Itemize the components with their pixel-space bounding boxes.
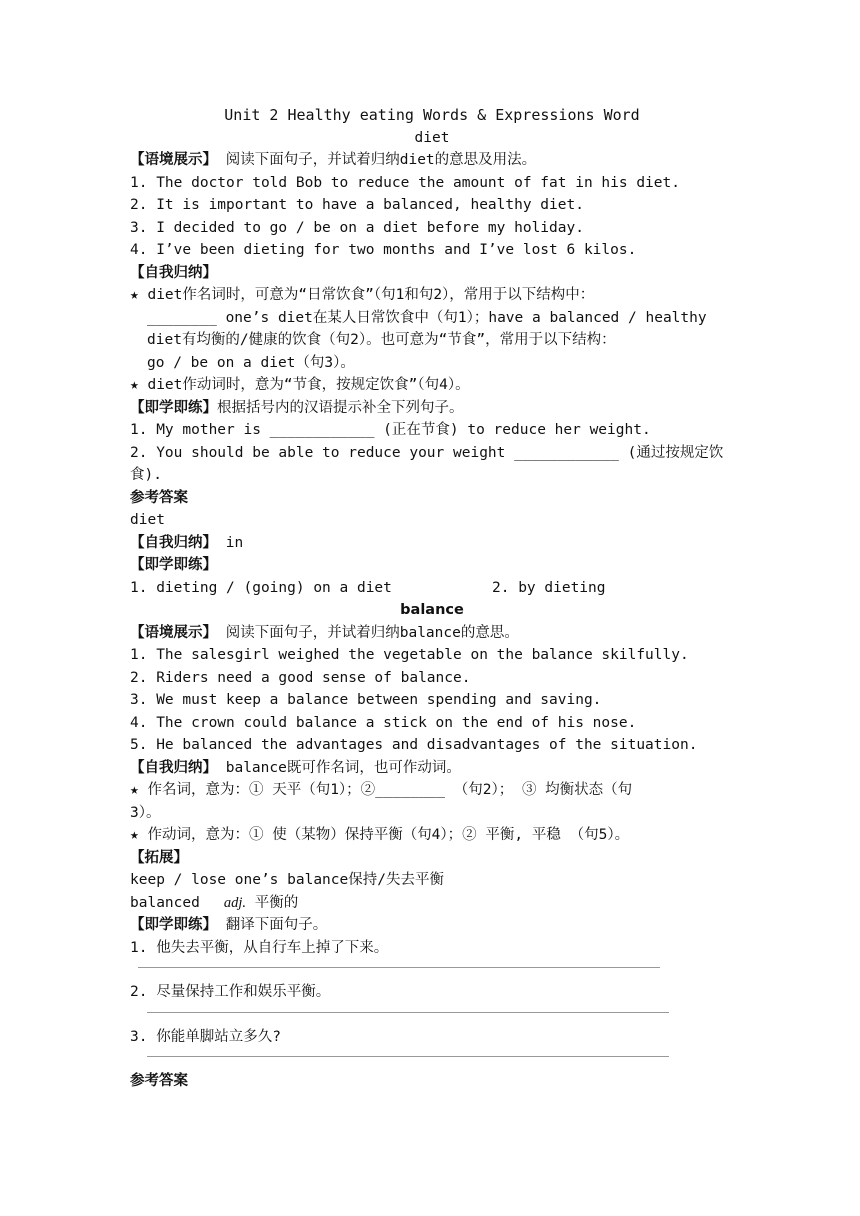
- example-sentence: 1. The salesgirl weighed the vegetable on the balance skilfully.: [130, 647, 689, 663]
- answer-practice-heading: 【即学即练】: [130, 557, 217, 573]
- practice-item: 1. 他失去平衡，从自行车上掉了下来。: [130, 939, 389, 956]
- answer-line: [130, 1004, 734, 1026]
- answer-word: diet: [130, 512, 165, 528]
- context-tag: 【语境展示】: [130, 624, 217, 641]
- word-heading-diet: diet: [414, 129, 450, 146]
- example-sentence: 3. I decided to go / be on a diet before my holiday.: [130, 219, 584, 236]
- answer-summary-tag: 【自我归纳】: [130, 534, 217, 551]
- answer-practice-line: [130, 577, 734, 600]
- example-sentence: 2. Riders need a good sense of balance.: [130, 669, 471, 686]
- summary-line: ★ diet作动词时，意为“节食，按规定饮食”（句4）。: [130, 377, 470, 393]
- summary-line: ________ one’s diet在某人日常饮食中（句1）；have a balanced / healthy: [147, 309, 707, 326]
- extend-word: balanced: [130, 894, 200, 911]
- answer-summary: [130, 532, 734, 555]
- extend-heading: 【拓展】: [130, 849, 188, 866]
- example-sentence: 4. I’ve been dieting for two months and I’ve lost 6 kilos.: [130, 242, 637, 258]
- context-tag: 【语境展示】: [130, 152, 217, 168]
- summary-intro: balance既可作名词，也可作动词。: [217, 759, 461, 776]
- diet-practice-heading: [130, 397, 734, 420]
- document-content: [130, 104, 734, 1093]
- balance-summary-heading: [130, 757, 734, 780]
- summary-line: diet有均衡的/健康的饮食（句2）。也可意为“节食”，常用于以下结构：: [147, 332, 616, 348]
- answer-line: [130, 959, 734, 981]
- example-sentence: 2. It is important to have a balanced, healthy diet.: [130, 197, 584, 213]
- answer-item: 1. dieting / (going) on a diet: [130, 579, 392, 596]
- extend-meaning: 平衡的: [246, 894, 299, 911]
- summary-tag: 【自我归纳】: [130, 759, 217, 776]
- answer-line: [130, 1048, 734, 1070]
- balance-context-heading: [130, 622, 734, 645]
- practice-intro: 翻译下面句子。: [217, 917, 328, 933]
- practice-tag: 【即学即练】: [130, 917, 217, 933]
- answer-heading: 参考答案: [130, 1073, 188, 1089]
- summary-line: go / be on a diet（句3）。: [147, 354, 355, 371]
- balance-practice-heading: [130, 914, 734, 937]
- context-intro: 阅读下面句子，并试着归纳balance的意思。: [217, 624, 519, 641]
- summary-line: 3）。: [130, 804, 161, 821]
- practice-tag: 【即学即练】: [130, 399, 217, 416]
- example-sentence: 1. The doctor told Bob to reduce the amount of fat in his diet.: [130, 174, 680, 191]
- context-intro: 阅读下面句子，并试着归纳diet的意思及用法。: [217, 152, 537, 168]
- part-of-speech: adj.: [223, 894, 246, 911]
- example-sentence: 5. He balanced the advantages and disadvantages of the situation.: [130, 737, 698, 753]
- practice-item: 2. 尽量保持工作和娱乐平衡。: [130, 984, 331, 1000]
- practice-item: 1. My mother is ____________ (正在节食) to reduce her weight.: [130, 422, 651, 438]
- summary-line: ★ 作动词，意为：① 使（某物）保持平衡（句4）；② 平衡, 平稳 （句5）。: [130, 827, 630, 843]
- extend-item: keep / lose one’s balance保持/失去平衡: [130, 872, 444, 888]
- answer-item: 2. by dieting: [492, 579, 606, 596]
- extend-item: [130, 892, 734, 915]
- answer-summary-value: in: [217, 534, 244, 551]
- practice-item: 3. 你能单脚站立多久?: [130, 1028, 281, 1045]
- example-sentence: 4. The crown could balance a stick on the end of his nose.: [130, 714, 637, 731]
- practice-intro: 根据括号内的汉语提示补全下列句子。: [217, 399, 464, 416]
- practice-item: 2. You should be able to reduce your weight ____________ (通过按规定饮食).: [130, 444, 724, 483]
- diet-context-heading: [130, 149, 734, 172]
- diet-summary-heading: 【自我归纳】: [130, 264, 217, 281]
- summary-line: ★ diet作名词时，可意为“日常饮食”（句1和句2），常用于以下结构中：: [130, 287, 595, 303]
- word-heading-balance: balance: [400, 602, 464, 618]
- summary-line: ★ 作名词，意为：① 天平（句1）；②________ （句2）； ③ 均衡状态（句: [130, 782, 633, 798]
- example-sentence: 3. We must keep a balance between spending and saving.: [130, 692, 602, 708]
- document-title: Unit 2 Healthy eating Words & Expressions Word: [224, 106, 640, 124]
- answer-heading: 参考答案: [130, 489, 188, 506]
